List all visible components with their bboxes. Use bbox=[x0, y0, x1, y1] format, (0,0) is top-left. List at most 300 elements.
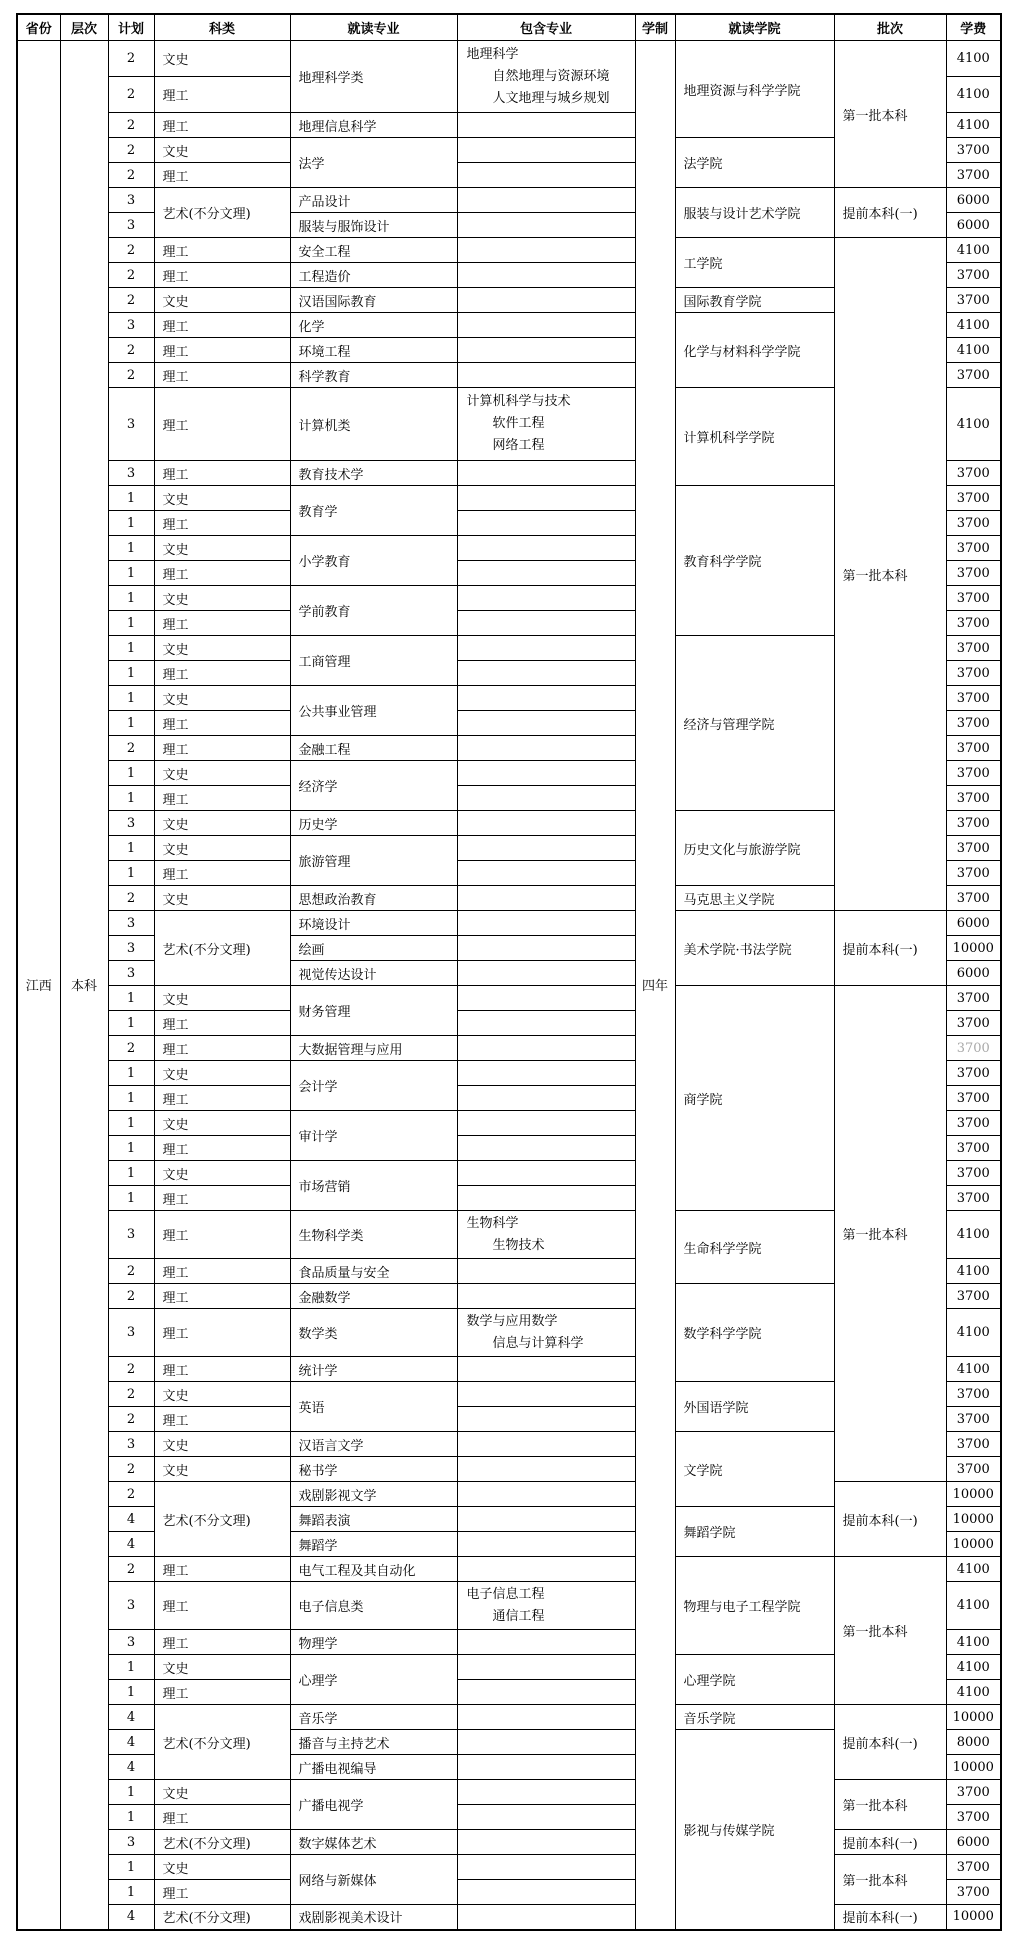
cell-college: 地理资源与科学学院 bbox=[675, 41, 834, 138]
cell-included-majors bbox=[457, 163, 635, 188]
cell-category: 理工 bbox=[154, 861, 290, 886]
table-row bbox=[17, 238, 1001, 263]
cell-province: 江西 bbox=[17, 41, 60, 1930]
cell-batch: 第一批本科 bbox=[834, 41, 946, 188]
cell-category: 理工 bbox=[154, 611, 290, 636]
cell-fee: 3700 bbox=[946, 138, 1001, 163]
cell-major: 戏剧影视美术设计 bbox=[290, 1905, 457, 1930]
cell-included-majors bbox=[457, 113, 635, 138]
cell-plan: 4 bbox=[108, 1905, 154, 1930]
cell-college: 外国语学院 bbox=[675, 1382, 834, 1432]
cell-category: 理工 bbox=[154, 113, 290, 138]
cell-included-majors bbox=[457, 1407, 635, 1432]
cell-major: 财务管理 bbox=[290, 986, 457, 1036]
cell-category: 理工 bbox=[154, 461, 290, 486]
cell-category: 文史 bbox=[154, 836, 290, 861]
cell-plan: 2 bbox=[108, 1407, 154, 1432]
cell-plan: 3 bbox=[108, 1630, 154, 1655]
cell-fee: 10000 bbox=[946, 1482, 1001, 1507]
included-major-line: 信息与计算科学 bbox=[492, 1335, 584, 1351]
cell-fee: 3700 bbox=[946, 711, 1001, 736]
cell-included-majors bbox=[457, 1507, 635, 1532]
cell-plan: 1 bbox=[108, 1186, 154, 1211]
cell-major: 数字媒体艺术 bbox=[290, 1830, 457, 1855]
cell-plan: 1 bbox=[108, 636, 154, 661]
cell-fee: 6000 bbox=[946, 188, 1001, 213]
header-col-0: 省份 bbox=[17, 14, 60, 41]
cell-major: 广播电视编导 bbox=[290, 1755, 457, 1780]
table-row bbox=[17, 1905, 1001, 1930]
cell-included-majors bbox=[457, 611, 635, 636]
cell-included-majors bbox=[457, 461, 635, 486]
cell-category: 理工 bbox=[154, 338, 290, 363]
cell-fee: 3700 bbox=[946, 1855, 1001, 1880]
cell-plan: 1 bbox=[108, 586, 154, 611]
cell-category: 理工 bbox=[154, 786, 290, 811]
cell-major: 汉语国际教育 bbox=[290, 288, 457, 313]
cell-fee: 3700 bbox=[946, 1161, 1001, 1186]
cell-major: 视觉传达设计 bbox=[290, 961, 457, 986]
cell-fee: 3700 bbox=[946, 1780, 1001, 1805]
cell-fee: 3700 bbox=[946, 786, 1001, 811]
cell-major: 旅游管理 bbox=[290, 836, 457, 886]
cell-included-majors bbox=[457, 1630, 635, 1655]
cell-fee: 3700 bbox=[946, 811, 1001, 836]
cell-plan: 3 bbox=[108, 811, 154, 836]
cell-plan: 2 bbox=[108, 288, 154, 313]
cell-fee: 6000 bbox=[946, 911, 1001, 936]
cell-category: 理工 bbox=[154, 1630, 290, 1655]
cell-fee: 4100 bbox=[946, 1582, 1001, 1630]
cell-fee: 3700 bbox=[946, 486, 1001, 511]
cell-major: 产品设计 bbox=[290, 188, 457, 213]
cell-plan: 2 bbox=[108, 1284, 154, 1309]
cell-plan: 4 bbox=[108, 1755, 154, 1780]
cell-fee: 3700 bbox=[946, 611, 1001, 636]
cell-fee: 3700 bbox=[946, 1061, 1001, 1086]
included-major-line: 生物科学 bbox=[466, 1215, 519, 1231]
cell-plan: 2 bbox=[108, 1036, 154, 1061]
cell-included-majors bbox=[457, 338, 635, 363]
cell-major: 地理科学类 bbox=[290, 41, 457, 113]
cell-plan: 2 bbox=[108, 238, 154, 263]
cell-fee: 3700 bbox=[946, 1111, 1001, 1136]
cell-fee: 3700 bbox=[946, 586, 1001, 611]
cell-major: 金融工程 bbox=[290, 736, 457, 761]
cell-category: 理工 bbox=[154, 363, 290, 388]
cell-college: 生命科学学院 bbox=[675, 1211, 834, 1284]
cell-major: 电气工程及其自动化 bbox=[290, 1557, 457, 1582]
cell-included-majors bbox=[457, 1457, 635, 1482]
cell-batch: 第一批本科 bbox=[834, 1780, 946, 1830]
cell-plan: 2 bbox=[108, 1457, 154, 1482]
cell-plan: 1 bbox=[108, 511, 154, 536]
cell-category: 艺术(不分文理) bbox=[154, 188, 290, 238]
cell-fee: 8000 bbox=[946, 1730, 1001, 1755]
cell-college: 数学科学学院 bbox=[675, 1284, 834, 1382]
cell-category: 理工 bbox=[154, 1557, 290, 1582]
cell-category: 文史 bbox=[154, 586, 290, 611]
cell-plan: 3 bbox=[108, 1582, 154, 1630]
header-col-5: 包含专业 bbox=[457, 14, 635, 41]
cell-category: 文史 bbox=[154, 686, 290, 711]
cell-plan: 1 bbox=[108, 1061, 154, 1086]
cell-category: 艺术(不分文理) bbox=[154, 1905, 290, 1930]
cell-category: 理工 bbox=[154, 736, 290, 761]
cell-included-majors bbox=[457, 1284, 635, 1309]
cell-college: 影视与传媒学院 bbox=[675, 1730, 834, 1930]
cell-category: 理工 bbox=[154, 313, 290, 338]
cell-included-majors bbox=[457, 961, 635, 986]
cell-included-majors bbox=[457, 1680, 635, 1705]
cell-fee: 3700 bbox=[946, 1086, 1001, 1111]
cell-fee: 3700 bbox=[946, 511, 1001, 536]
cell-included-majors bbox=[457, 486, 635, 511]
cell-major: 英语 bbox=[290, 1382, 457, 1432]
cell-plan: 1 bbox=[108, 761, 154, 786]
cell-fee: 4100 bbox=[946, 313, 1001, 338]
cell-major: 计算机类 bbox=[290, 388, 457, 461]
cell-plan: 1 bbox=[108, 1011, 154, 1036]
cell-included-majors bbox=[457, 1582, 635, 1630]
cell-fee: 3700 bbox=[946, 461, 1001, 486]
cell-category: 理工 bbox=[154, 388, 290, 461]
cell-included-majors bbox=[457, 1086, 635, 1111]
cell-fee: 10000 bbox=[946, 1905, 1001, 1930]
cell-major: 审计学 bbox=[290, 1111, 457, 1161]
cell-major: 物理学 bbox=[290, 1630, 457, 1655]
cell-college: 历史文化与旅游学院 bbox=[675, 811, 834, 886]
cell-included-majors bbox=[457, 936, 635, 961]
cell-included-majors bbox=[457, 711, 635, 736]
cell-category: 文史 bbox=[154, 761, 290, 786]
cell-major: 教育学 bbox=[290, 486, 457, 536]
cell-fee: 3700 bbox=[946, 1011, 1001, 1036]
cell-fee: 4100 bbox=[946, 1680, 1001, 1705]
cell-included-majors bbox=[457, 138, 635, 163]
cell-major: 广播电视学 bbox=[290, 1780, 457, 1830]
cell-category: 理工 bbox=[154, 1357, 290, 1382]
cell-plan: 1 bbox=[108, 836, 154, 861]
cell-plan: 1 bbox=[108, 486, 154, 511]
cell-fee: 3700 bbox=[946, 886, 1001, 911]
cell-category: 理工 bbox=[154, 263, 290, 288]
cell-category: 文史 bbox=[154, 288, 290, 313]
cell-plan: 2 bbox=[108, 1382, 154, 1407]
cell-included-majors bbox=[457, 836, 635, 861]
cell-plan: 2 bbox=[108, 163, 154, 188]
cell-included-majors bbox=[457, 41, 635, 113]
cell-included-majors bbox=[457, 661, 635, 686]
cell-included-majors bbox=[457, 886, 635, 911]
included-major-line: 通信工程 bbox=[492, 1608, 545, 1624]
cell-college: 工学院 bbox=[675, 238, 834, 288]
cell-major: 绘画 bbox=[290, 936, 457, 961]
included-major-line: 地理科学 bbox=[466, 46, 519, 62]
cell-included-majors bbox=[457, 263, 635, 288]
cell-fee: 4100 bbox=[946, 338, 1001, 363]
table-row bbox=[17, 1705, 1001, 1730]
cell-batch: 第一批本科 bbox=[834, 238, 946, 911]
cell-included-majors bbox=[457, 1482, 635, 1507]
cell-included-majors bbox=[457, 686, 635, 711]
cell-category: 文史 bbox=[154, 1061, 290, 1086]
cell-plan: 1 bbox=[108, 1111, 154, 1136]
cell-major: 舞蹈学 bbox=[290, 1532, 457, 1557]
cell-fee: 3700 bbox=[946, 986, 1001, 1011]
cell-category: 文史 bbox=[154, 1432, 290, 1457]
cell-included-majors bbox=[457, 188, 635, 213]
cell-college: 国际教育学院 bbox=[675, 288, 834, 313]
table-row bbox=[17, 188, 1001, 213]
cell-category: 理工 bbox=[154, 1086, 290, 1111]
cell-category: 文史 bbox=[154, 536, 290, 561]
cell-fee: 3700 bbox=[946, 1457, 1001, 1482]
cell-plan: 2 bbox=[108, 1357, 154, 1382]
table-body bbox=[17, 41, 1001, 1930]
table-header bbox=[17, 14, 1001, 41]
cell-fee: 6000 bbox=[946, 213, 1001, 238]
cell-included-majors bbox=[457, 1259, 635, 1284]
cell-major: 汉语言文学 bbox=[290, 1432, 457, 1457]
cell-included-majors bbox=[457, 1880, 635, 1905]
cell-included-majors bbox=[457, 1036, 635, 1061]
cell-category: 理工 bbox=[154, 163, 290, 188]
cell-category: 文史 bbox=[154, 1111, 290, 1136]
cell-included-majors bbox=[457, 1780, 635, 1805]
cell-plan: 2 bbox=[108, 1557, 154, 1582]
cell-included-majors bbox=[457, 911, 635, 936]
cell-included-majors bbox=[457, 1755, 635, 1780]
cell-category: 文史 bbox=[154, 41, 290, 77]
cell-fee: 4100 bbox=[946, 113, 1001, 138]
cell-fee: 4100 bbox=[946, 388, 1001, 461]
included-major-line: 人文地理与城乡规划 bbox=[492, 90, 610, 106]
included-major-line: 电子信息工程 bbox=[466, 1586, 545, 1602]
cell-category: 文史 bbox=[154, 1382, 290, 1407]
cell-plan: 3 bbox=[108, 961, 154, 986]
cell-batch: 提前本科(一) bbox=[834, 1482, 946, 1557]
cell-batch: 提前本科(一) bbox=[834, 911, 946, 986]
cell-batch: 提前本科(一) bbox=[834, 1905, 946, 1930]
cell-major: 环境设计 bbox=[290, 911, 457, 936]
header-row bbox=[17, 14, 1001, 41]
cell-category: 文史 bbox=[154, 886, 290, 911]
cell-college: 音乐学院 bbox=[675, 1705, 834, 1730]
cell-plan: 3 bbox=[108, 313, 154, 338]
cell-included-majors bbox=[457, 1730, 635, 1755]
cell-plan: 1 bbox=[108, 661, 154, 686]
cell-fee: 3700 bbox=[946, 1880, 1001, 1905]
cell-plan: 1 bbox=[108, 1805, 154, 1830]
cell-fee: 3700 bbox=[946, 1284, 1001, 1309]
cell-plan: 3 bbox=[108, 1211, 154, 1259]
cell-category: 艺术(不分文理) bbox=[154, 1482, 290, 1557]
header-col-7: 就读学院 bbox=[675, 14, 834, 41]
cell-plan: 2 bbox=[108, 1482, 154, 1507]
cell-fee: 10000 bbox=[946, 936, 1001, 961]
cell-major: 安全工程 bbox=[290, 238, 457, 263]
cell-plan: 2 bbox=[108, 736, 154, 761]
cell-plan: 1 bbox=[108, 1855, 154, 1880]
cell-included-majors bbox=[457, 288, 635, 313]
cell-included-majors bbox=[457, 1855, 635, 1880]
cell-fee: 6000 bbox=[946, 1830, 1001, 1855]
included-major-line: 计算机科学与技术 bbox=[466, 394, 571, 409]
cell-plan: 2 bbox=[108, 1259, 154, 1284]
cell-plan: 1 bbox=[108, 786, 154, 811]
cell-category: 理工 bbox=[154, 1407, 290, 1432]
cell-included-majors bbox=[457, 1161, 635, 1186]
cell-college: 计算机科学学院 bbox=[675, 388, 834, 486]
cell-category: 文史 bbox=[154, 1855, 290, 1880]
table-row bbox=[17, 1557, 1001, 1582]
cell-major: 小学教育 bbox=[290, 536, 457, 586]
cell-college: 教育科学学院 bbox=[675, 486, 834, 636]
cell-batch: 提前本科(一) bbox=[834, 1705, 946, 1780]
cell-category: 理工 bbox=[154, 238, 290, 263]
cell-major: 生物科学类 bbox=[290, 1211, 457, 1259]
cell-plan: 1 bbox=[108, 711, 154, 736]
cell-included-majors bbox=[457, 1357, 635, 1382]
cell-category: 文史 bbox=[154, 1655, 290, 1680]
cell-plan: 1 bbox=[108, 611, 154, 636]
cell-major: 数学类 bbox=[290, 1309, 457, 1357]
cell-category: 文史 bbox=[154, 486, 290, 511]
cell-included-majors bbox=[457, 1805, 635, 1830]
cell-included-majors bbox=[457, 536, 635, 561]
cell-category: 理工 bbox=[154, 1680, 290, 1705]
cell-included-majors bbox=[457, 1111, 635, 1136]
cell-major: 经济学 bbox=[290, 761, 457, 811]
cell-included-majors bbox=[457, 213, 635, 238]
cell-major: 学前教育 bbox=[290, 586, 457, 636]
cell-plan: 1 bbox=[108, 1680, 154, 1705]
cell-fee: 3700 bbox=[946, 288, 1001, 313]
cell-fee: 3700 bbox=[946, 1186, 1001, 1211]
cell-fee: 3700 bbox=[946, 363, 1001, 388]
cell-college: 法学院 bbox=[675, 138, 834, 188]
cell-category: 文史 bbox=[154, 138, 290, 163]
cell-plan: 3 bbox=[108, 911, 154, 936]
cell-fee: 4100 bbox=[946, 1630, 1001, 1655]
cell-included-majors bbox=[457, 363, 635, 388]
cell-included-majors bbox=[457, 1557, 635, 1582]
cell-included-majors bbox=[457, 1655, 635, 1680]
cell-fee: 4100 bbox=[946, 77, 1001, 113]
cell-fee: 3700 bbox=[946, 836, 1001, 861]
cell-plan: 4 bbox=[108, 1532, 154, 1557]
cell-included-majors bbox=[457, 1905, 635, 1930]
cell-category: 理工 bbox=[154, 1284, 290, 1309]
table-row bbox=[17, 1830, 1001, 1855]
cell-fee: 3700 bbox=[946, 163, 1001, 188]
cell-included-majors bbox=[457, 811, 635, 836]
table-row bbox=[17, 1855, 1001, 1880]
cell-included-majors bbox=[457, 986, 635, 1011]
header-col-8: 批次 bbox=[834, 14, 946, 41]
cell-plan: 3 bbox=[108, 1309, 154, 1357]
cell-fee: 10000 bbox=[946, 1532, 1001, 1557]
cell-included-majors bbox=[457, 1382, 635, 1407]
cell-fee: 3700 bbox=[946, 736, 1001, 761]
cell-category: 文史 bbox=[154, 986, 290, 1011]
cell-plan: 1 bbox=[108, 1086, 154, 1111]
cell-major: 舞蹈表演 bbox=[290, 1507, 457, 1532]
cell-major: 大数据管理与应用 bbox=[290, 1036, 457, 1061]
cell-major: 食品质量与安全 bbox=[290, 1259, 457, 1284]
cell-fee: 10000 bbox=[946, 1755, 1001, 1780]
cell-plan: 2 bbox=[108, 138, 154, 163]
cell-plan: 1 bbox=[108, 1136, 154, 1161]
cell-major: 工程造价 bbox=[290, 263, 457, 288]
cell-fee: 3700 bbox=[946, 686, 1001, 711]
table-row bbox=[17, 911, 1001, 936]
cell-fee: 6000 bbox=[946, 961, 1001, 986]
cell-included-majors bbox=[457, 388, 635, 461]
cell-category: 理工 bbox=[154, 661, 290, 686]
cell-fee: 4100 bbox=[946, 238, 1001, 263]
cell-college: 美术学院·书法学院 bbox=[675, 911, 834, 986]
cell-college: 物理与电子工程学院 bbox=[675, 1557, 834, 1655]
cell-plan: 1 bbox=[108, 1780, 154, 1805]
cell-plan: 3 bbox=[108, 461, 154, 486]
cell-fee: 10000 bbox=[946, 1507, 1001, 1532]
cell-plan: 1 bbox=[108, 561, 154, 586]
cell-major: 电子信息类 bbox=[290, 1582, 457, 1630]
cell-batch: 第一批本科 bbox=[834, 1557, 946, 1705]
cell-included-majors bbox=[457, 761, 635, 786]
cell-major: 网络与新媒体 bbox=[290, 1855, 457, 1905]
cell-included-majors bbox=[457, 1211, 635, 1259]
header-col-4: 就读专业 bbox=[290, 14, 457, 41]
cell-fee: 10000 bbox=[946, 1705, 1001, 1730]
cell-category: 理工 bbox=[154, 1036, 290, 1061]
table-row bbox=[17, 986, 1001, 1011]
cell-category: 理工 bbox=[154, 1011, 290, 1036]
cell-included-majors bbox=[457, 511, 635, 536]
cell-category: 理工 bbox=[154, 1259, 290, 1284]
cell-fee: 3700 bbox=[946, 761, 1001, 786]
cell-plan: 4 bbox=[108, 1730, 154, 1755]
cell-college: 化学与材料科学学院 bbox=[675, 313, 834, 388]
cell-fee: 3700 bbox=[946, 561, 1001, 586]
cell-plan: 3 bbox=[108, 1830, 154, 1855]
cell-batch: 第一批本科 bbox=[834, 986, 946, 1482]
cell-fee: 3700 bbox=[946, 1407, 1001, 1432]
cell-major: 法学 bbox=[290, 138, 457, 188]
cell-major: 化学 bbox=[290, 313, 457, 338]
cell-category: 文史 bbox=[154, 1780, 290, 1805]
cell-fee: 3700 bbox=[946, 1805, 1001, 1830]
cell-plan: 2 bbox=[108, 263, 154, 288]
cell-batch: 提前本科(一) bbox=[834, 1830, 946, 1855]
cell-category: 理工 bbox=[154, 511, 290, 536]
cell-college: 商学院 bbox=[675, 986, 834, 1211]
cell-plan: 4 bbox=[108, 1507, 154, 1532]
cell-college: 服装与设计艺术学院 bbox=[675, 188, 834, 238]
cell-major: 教育技术学 bbox=[290, 461, 457, 486]
cell-major: 戏剧影视文学 bbox=[290, 1482, 457, 1507]
cell-included-majors bbox=[457, 586, 635, 611]
cell-major: 公共事业管理 bbox=[290, 686, 457, 736]
cell-major: 历史学 bbox=[290, 811, 457, 836]
cell-major: 心理学 bbox=[290, 1655, 457, 1705]
cell-plan: 2 bbox=[108, 113, 154, 138]
cell-fee: 4100 bbox=[946, 1357, 1001, 1382]
included-major-line: 网络工程 bbox=[492, 438, 545, 453]
cell-category: 理工 bbox=[154, 1805, 290, 1830]
